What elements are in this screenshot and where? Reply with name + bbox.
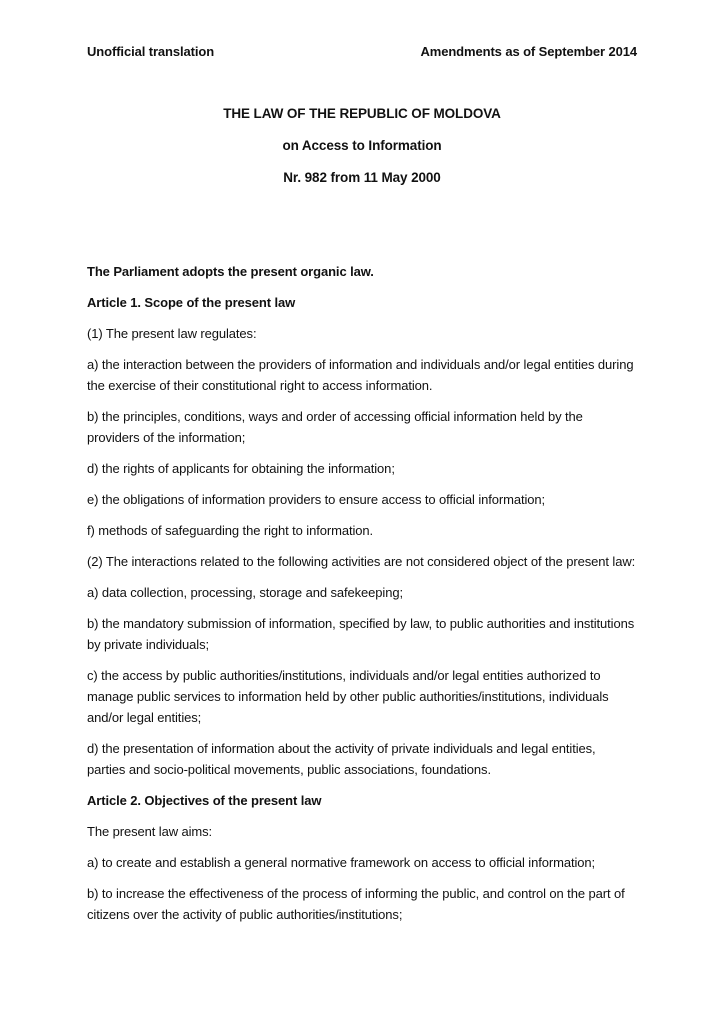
paragraph-2-item-b: b) the mandatory submission of information, specified by law, to public authorities and institutions by private individuals; — [87, 616, 635, 652]
paragraph-article-1: Article 1. Scope of the present law — [87, 295, 296, 310]
document-body — [87, 261, 637, 925]
paragraph-aims-item-b: b) to increase the effectiveness of the process of informing the public, and control on the part of citizens over the activity of public authorities/institutions; — [87, 886, 625, 922]
document-number: Nr. 982 from 11 May 2000 — [283, 170, 441, 185]
paragraph-2-intro: (2) The interactions related to the following activities are not considered object of the present law: — [87, 554, 636, 569]
paragraph-2-item-d: d) the presentation of information about the activity of private individuals and legal entities, parties and socio-political movements, public associations, foundations. — [87, 741, 596, 777]
paragraph-2-item-a: a) data collection, processing, storage and safekeeping; — [87, 585, 403, 600]
paragraph-article-2: Article 2. Objectives of the present law — [87, 793, 322, 808]
paragraph-adoption: The Parliament adopts the present organic law. — [87, 264, 374, 279]
document-header — [87, 44, 637, 60]
paragraph-1-item-e: e) the obligations of information providers to ensure access to official information; — [87, 492, 546, 507]
document-subtitle: on Access to Information — [282, 138, 442, 153]
paragraph-1-item-b: b) the principles, conditions, ways and order of accessing official information held by the providers of the information; — [87, 409, 583, 445]
paragraph-1-item-d: d) the rights of applicants for obtaining the information; — [87, 461, 395, 476]
header-right-label: Amendments as of September 2014 — [420, 44, 637, 59]
document-title: THE LAW OF THE REPUBLIC OF MOLDOVA — [223, 106, 501, 121]
paragraph-aims-item-a: a) to create and establish a general normative framework on access to official information; — [87, 855, 596, 870]
paragraph-1-item-f: f) methods of safeguarding the right to information. — [87, 523, 374, 538]
header-left-label: Unofficial translation — [87, 44, 215, 59]
paragraph-1-item-a: a) the interaction between the providers of information and individuals and/or legal entities during the exercise of their constitutional right to access information. — [87, 357, 634, 393]
paragraph-2-item-c: c) the access by public authorities/institutions, individuals and/or legal entities authorized to manage public services to information held by other public authorities/institutions, individuals and/or legal entities; — [87, 668, 609, 725]
paragraph-1-intro: (1) The present law regulates: — [87, 326, 257, 341]
title-block — [87, 106, 637, 186]
paragraph-aims-intro: The present law aims: — [87, 824, 213, 839]
